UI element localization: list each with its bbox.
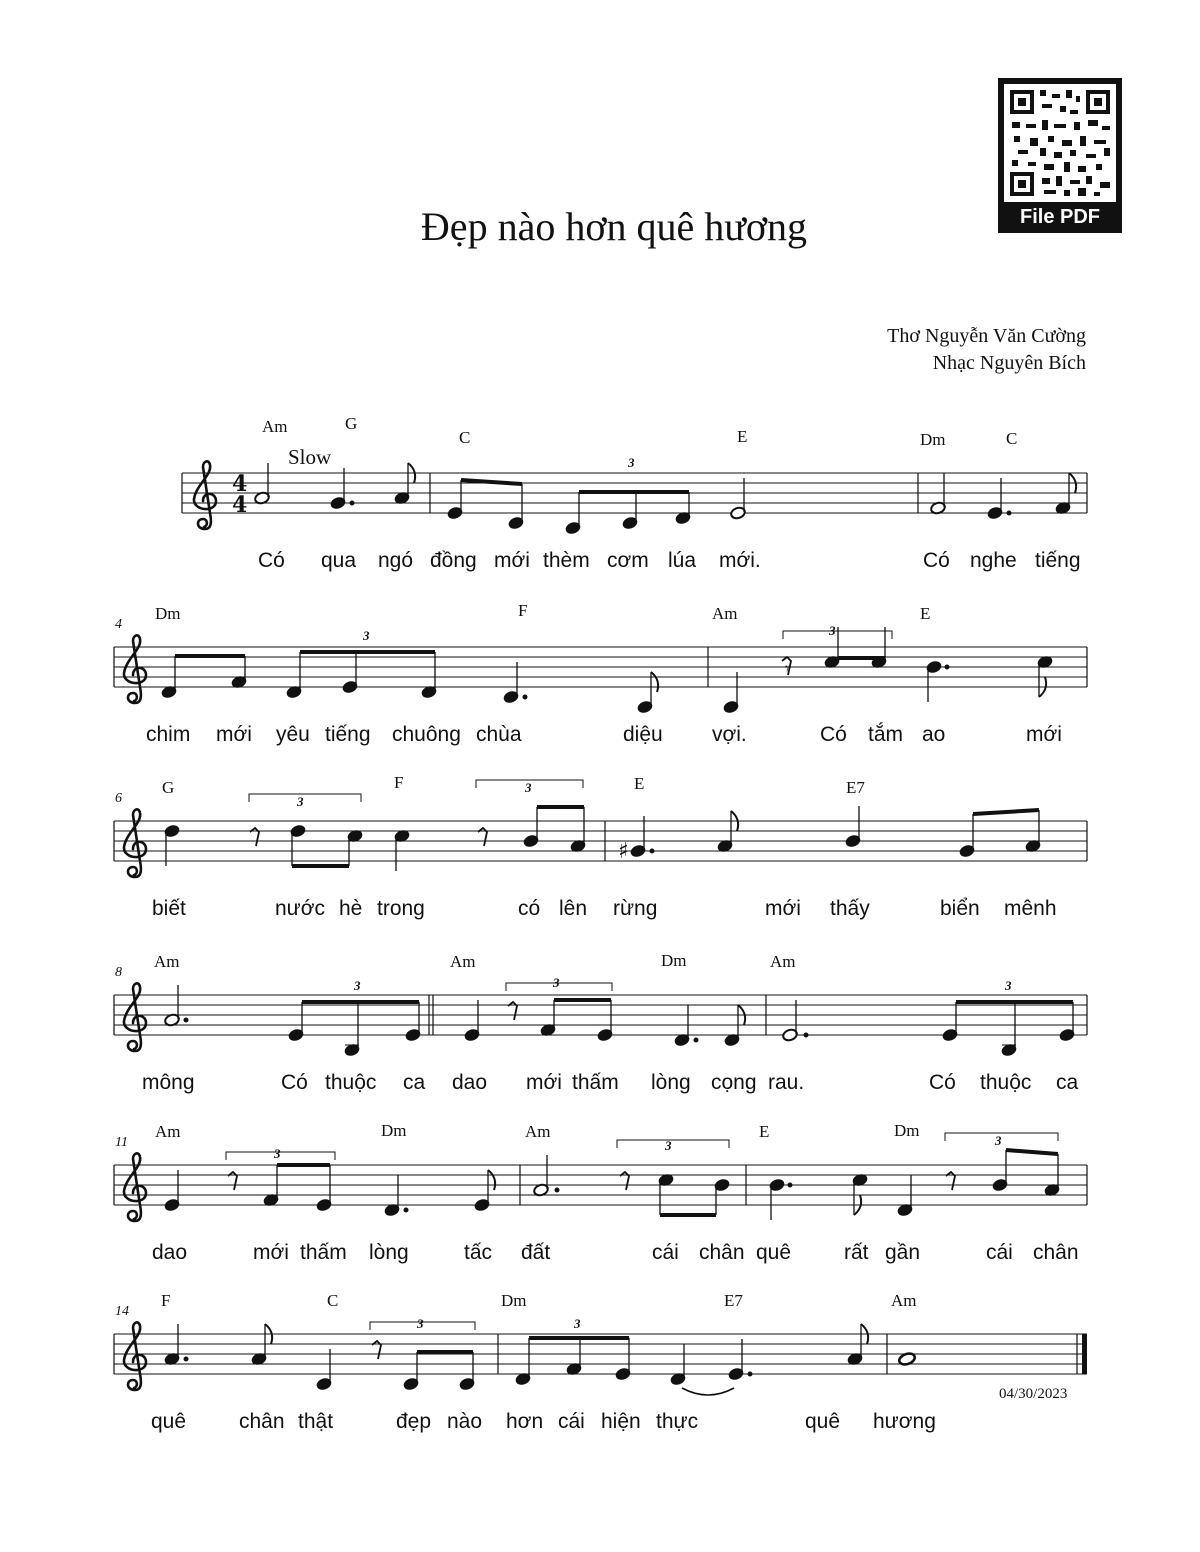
lyric-syllable: chuông xyxy=(392,723,461,746)
chord-symbols xyxy=(154,951,796,971)
chord-symbol: Am xyxy=(770,952,796,971)
measure-number: 14 xyxy=(115,1304,129,1319)
chord-symbol: E xyxy=(920,604,931,623)
lyric-syllable: Có xyxy=(923,549,950,572)
lyric-syllable: quê xyxy=(756,1241,792,1264)
svg-text:3: 3 xyxy=(363,628,370,643)
lyric-syllable: chân xyxy=(1033,1241,1079,1264)
chord-symbol: C xyxy=(327,1291,339,1310)
lyric-syllable: cái xyxy=(558,1410,585,1433)
lyric-syllable: lòng xyxy=(651,1071,691,1094)
chord-symbol: Dm xyxy=(920,430,946,449)
chord-symbol: F xyxy=(161,1291,171,1310)
svg-text:3: 3 xyxy=(628,455,635,470)
chord-symbols xyxy=(262,414,1017,449)
lyric-syllable: mênh xyxy=(1004,897,1057,920)
system-1 xyxy=(182,414,1087,572)
lyric-syllable: mới xyxy=(526,1071,562,1094)
chord-symbol: Dm xyxy=(894,1121,920,1140)
composer-credit: Nhạc Nguyên Bích xyxy=(932,352,1086,374)
lyrics xyxy=(146,723,1062,746)
lyric-syllable: quê xyxy=(151,1410,187,1433)
chord-symbol: C xyxy=(1006,429,1018,448)
chord-symbol: Dm xyxy=(501,1291,527,1310)
lyric-syllable: mới xyxy=(216,723,252,746)
system-5 xyxy=(114,1121,1087,1264)
lyric-syllable: nghe xyxy=(970,549,1017,572)
song-title: Đẹp nào hơn quê hương xyxy=(420,204,808,249)
measure-number: 4 xyxy=(115,617,122,632)
lyric-syllable: mới xyxy=(1026,723,1062,746)
lyric-syllable: có xyxy=(518,897,541,920)
chord-symbol: Am xyxy=(262,417,288,436)
lyric-syllable: chân xyxy=(699,1241,745,1264)
lyric-syllable: dao xyxy=(452,1071,488,1094)
time-sig-bottom: 4 xyxy=(232,492,248,518)
lyric-syllable: thật xyxy=(298,1410,334,1433)
svg-text:3: 3 xyxy=(274,1146,281,1161)
lyric-syllable: lòng xyxy=(369,1241,409,1264)
lyric-syllable: thực xyxy=(656,1410,699,1433)
lyric-syllable: trong xyxy=(377,897,425,920)
lyric-syllable: đất xyxy=(521,1241,551,1264)
lyric-syllable: biển xyxy=(940,897,980,920)
lyric-syllable: tắm xyxy=(868,723,904,746)
lyric-syllable: rất xyxy=(844,1241,869,1264)
svg-text:3: 3 xyxy=(417,1316,424,1331)
lyric-syllable: qua xyxy=(321,549,357,572)
lyric-syllable: ca xyxy=(1056,1071,1079,1094)
lyric-syllable: mới xyxy=(765,897,801,920)
lyric-syllable: chân xyxy=(239,1410,285,1433)
measure-number: 8 xyxy=(115,965,122,980)
system-3 xyxy=(114,773,1087,920)
lyric-syllable: rau. xyxy=(768,1071,805,1094)
chord-symbols xyxy=(161,1291,917,1310)
lyrics xyxy=(152,1241,1079,1264)
lyric-syllable: lúa xyxy=(668,549,697,572)
lyric-syllable: thấy xyxy=(830,897,870,920)
chord-symbol: G xyxy=(162,778,175,797)
chord-symbol: Am xyxy=(154,952,180,971)
svg-text:3: 3 xyxy=(297,794,304,809)
lyric-syllable: dao xyxy=(152,1241,188,1264)
time-sig-top: 4 xyxy=(232,471,248,497)
svg-text:3: 3 xyxy=(525,780,532,795)
chord-symbol: G xyxy=(345,414,358,433)
chord-symbol: E7 xyxy=(724,1291,743,1310)
treble-clef-icon xyxy=(124,1322,146,1390)
time-signature xyxy=(232,471,247,518)
lyrics xyxy=(258,549,1081,572)
lyric-syllable: đồng xyxy=(430,549,477,572)
lyric-syllable: ao xyxy=(922,723,946,746)
lyric-syllable: hơn xyxy=(506,1410,544,1433)
lyric-syllable: thuộc xyxy=(325,1071,377,1094)
date-stamp: 04/30/2023 xyxy=(999,1386,1068,1402)
svg-text:3: 3 xyxy=(665,1138,672,1153)
lyrics xyxy=(142,1071,1079,1094)
svg-text:3: 3 xyxy=(553,975,560,990)
svg-text:3: 3 xyxy=(829,623,836,638)
chord-symbols xyxy=(155,1121,920,1141)
chord-symbols xyxy=(162,773,865,797)
lyric-syllable: nào xyxy=(447,1410,483,1433)
svg-text:𝄾: 𝄾 xyxy=(785,659,790,678)
svg-text:3: 3 xyxy=(995,1133,1002,1148)
lyrics xyxy=(151,1410,936,1433)
lyric-syllable: Có xyxy=(281,1071,308,1094)
lyric-syllable: thèm xyxy=(543,549,590,572)
lyric-syllable: mới xyxy=(494,549,530,572)
lyric-syllable: thuộc xyxy=(980,1071,1032,1094)
lyric-syllable: diệu xyxy=(623,723,663,746)
treble-clef-icon xyxy=(124,1153,146,1221)
lyric-syllable: chim xyxy=(146,723,191,746)
lyric-syllable: cái xyxy=(986,1241,1013,1264)
staff-lines xyxy=(114,1165,1087,1205)
treble-clef-icon xyxy=(124,983,146,1051)
chord-symbol: Dm xyxy=(381,1121,407,1140)
lyric-syllable: ca xyxy=(403,1071,426,1094)
lyric-syllable: yêu xyxy=(276,723,310,746)
lyric-syllable: hè xyxy=(339,897,363,920)
notes xyxy=(254,455,1076,535)
final-barline xyxy=(1082,1334,1087,1374)
chord-symbol: E7 xyxy=(846,778,865,797)
poet-credit: Thơ Nguyễn Văn Cường xyxy=(887,325,1086,347)
system-6 xyxy=(114,1291,1087,1433)
svg-text:♯: ♯ xyxy=(618,839,629,864)
chord-symbol: Dm xyxy=(661,951,687,970)
chord-symbol: Dm xyxy=(155,604,181,623)
lyric-syllable: thấm xyxy=(300,1241,347,1264)
lyric-syllable: mông xyxy=(142,1071,195,1094)
lyric-syllable: cơm xyxy=(607,549,649,572)
lyric-syllable: thấm xyxy=(572,1071,619,1094)
chord-symbols xyxy=(155,601,930,623)
notes xyxy=(164,1133,1061,1220)
lyric-syllable: Có xyxy=(929,1071,956,1094)
chord-symbol: Am xyxy=(450,952,476,971)
lyric-syllable: tiếng xyxy=(325,723,371,746)
chord-symbol: Am xyxy=(155,1122,181,1141)
svg-text:3: 3 xyxy=(1005,978,1012,993)
lyric-syllable: mới xyxy=(253,1241,289,1264)
qr-label: File PDF xyxy=(1019,206,1100,228)
svg-text:3: 3 xyxy=(574,1316,581,1331)
lyric-syllable: lên xyxy=(559,897,588,920)
lyric-syllable: tiếng xyxy=(1035,549,1081,572)
lyric-syllable: cái xyxy=(652,1241,679,1264)
lyric-syllable: biết xyxy=(152,897,186,920)
treble-clef-icon xyxy=(194,461,216,529)
lyric-syllable: nước xyxy=(275,897,326,920)
chord-symbol: C xyxy=(459,428,471,447)
treble-clef-icon xyxy=(124,809,146,877)
staff-lines xyxy=(114,821,1087,861)
tie xyxy=(682,1388,734,1395)
lyric-syllable: gần xyxy=(885,1241,921,1264)
chord-symbol: F xyxy=(394,773,404,792)
chord-symbol: E xyxy=(634,774,645,793)
lyric-syllable: đẹp xyxy=(396,1410,432,1433)
chord-symbol: Am xyxy=(525,1122,551,1141)
lyric-syllable: rừng xyxy=(613,897,658,920)
lyric-syllable: Có xyxy=(820,723,847,746)
notes xyxy=(164,975,1076,1057)
svg-text:3: 3 xyxy=(354,978,361,993)
lyrics xyxy=(152,897,1057,920)
chord-symbol: Am xyxy=(891,1291,917,1310)
lyric-syllable: quê xyxy=(805,1410,841,1433)
lyric-syllable: mới. xyxy=(719,549,761,572)
tempo-marking: Slow xyxy=(288,445,332,469)
lyric-syllable: Có xyxy=(258,549,285,572)
system-4 xyxy=(114,951,1087,1094)
lyric-syllable: ngó xyxy=(378,549,414,572)
lyric-syllable: hương xyxy=(873,1410,936,1433)
treble-clef-icon xyxy=(124,635,146,703)
measure-number: 6 xyxy=(115,791,122,806)
lyric-syllable: tấc xyxy=(464,1241,493,1264)
chord-symbol: F xyxy=(518,601,528,620)
lyric-syllable: chùa xyxy=(476,723,522,746)
system-2 xyxy=(114,601,1087,746)
chord-symbol: E xyxy=(737,427,748,446)
chord-symbol: Am xyxy=(712,604,738,623)
measure-number: 11 xyxy=(115,1135,128,1150)
chord-symbol: E xyxy=(759,1122,770,1141)
lyric-syllable: vợi. xyxy=(712,723,747,746)
notes xyxy=(161,623,1054,714)
lyric-syllable: cọng xyxy=(711,1071,757,1094)
notes xyxy=(164,1316,917,1395)
lyric-syllable: hiện xyxy=(601,1410,641,1433)
notes xyxy=(164,780,1042,871)
